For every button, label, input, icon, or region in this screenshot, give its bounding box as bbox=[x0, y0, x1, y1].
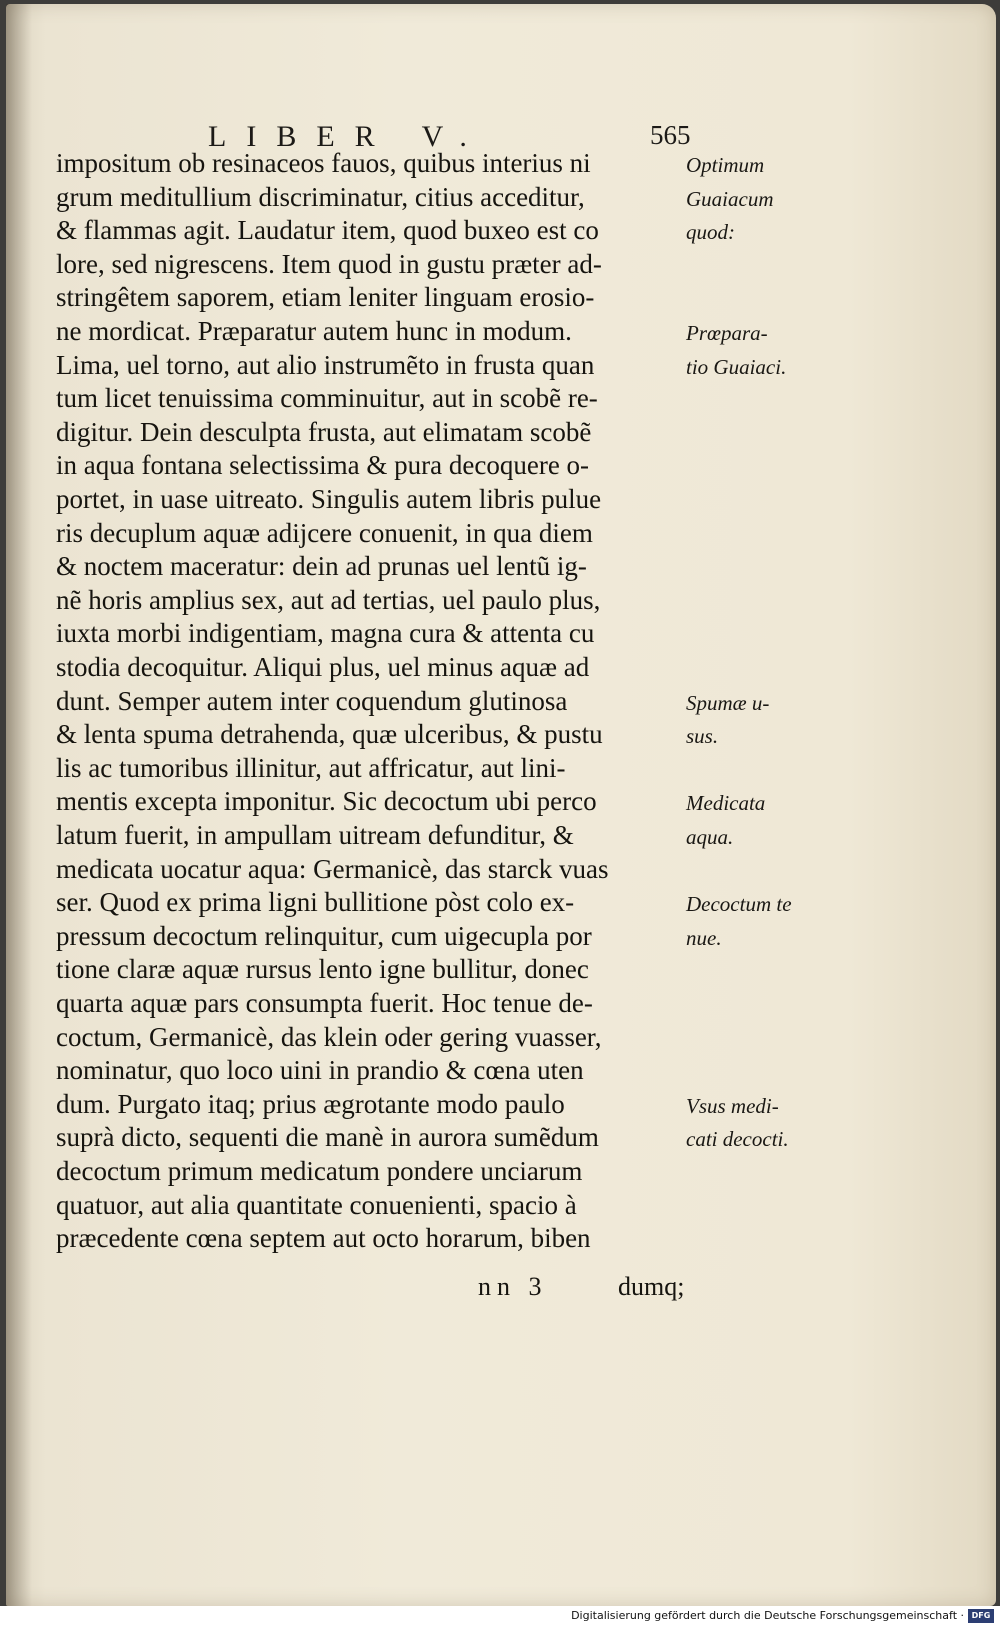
digitization-footer bbox=[0, 1606, 1000, 1627]
margin-note: quod: bbox=[686, 220, 735, 245]
text-line: grum meditullium discriminatur, citius acceditur, bbox=[56, 181, 585, 212]
text-line: quarta aquæ pars consumpta fuerit. Hoc tenue de- bbox=[56, 988, 593, 1018]
margin-note: cati decocti. bbox=[686, 1127, 789, 1152]
text-line: dum. Purgato itaq; prius ægrotante modo paulo bbox=[56, 1088, 565, 1119]
margin-note: Decoctum te bbox=[686, 892, 792, 917]
text-line: & lenta spuma detrahenda, quæ ulceribus, & pustu bbox=[56, 719, 603, 750]
text-line: ser. Quod ex prima ligni bullitione pòst colo ex- bbox=[56, 887, 575, 918]
text-line: Lima, uel torno, aut alio instrumẽto in frusta quan bbox=[56, 349, 595, 380]
text-line: coctum, Germanicè, das klein oder gering vuasser, bbox=[56, 1021, 602, 1052]
text-line: impositum ob resinaceos fauos, quibus interius ni bbox=[56, 148, 591, 178]
text-line: nẽ horis amplius sex, aut ad tertias, uel paulo plus, bbox=[56, 584, 601, 615]
text-line: ris decuplum aquæ adijcere conuenit, in qua diem bbox=[56, 517, 593, 548]
text-line: quatuor, aut alia quantitate conuenienti, spacio à bbox=[56, 1189, 577, 1220]
text-line: mentis excepta imponitur. Sic decoctum ubi perco bbox=[56, 786, 597, 817]
text-line: suprà dicto, sequenti die manè in aurora sumẽdum bbox=[56, 1122, 599, 1153]
text-line: stringêtem saporem, etiam leniter linguam erosio- bbox=[56, 282, 595, 313]
margin-note: Optimum bbox=[686, 153, 765, 177]
text-line: præcedente cœna septem aut octo horarum, biben bbox=[56, 1223, 591, 1254]
catchword: dumq; bbox=[618, 1272, 685, 1301]
signature-mark: nn 3 bbox=[478, 1272, 548, 1301]
text-line: latum fuerit, in ampullam uitream defunditur, & bbox=[56, 820, 574, 850]
text-line: lis ac tumoribus illinitur, aut affricatur, aut lini- bbox=[56, 752, 566, 783]
margin-note: Medicata bbox=[686, 791, 766, 816]
text-line: portet, in uase uitreato. Singulis autem libris pulue bbox=[56, 484, 602, 514]
text-line: & noctem maceratur: dein ad prunas uel lentũ ig- bbox=[56, 551, 587, 582]
margin-note: Spumæ u- bbox=[686, 690, 770, 715]
body-text bbox=[6, 4, 996, 1606]
text-line: tum licet tenuissima comminuitur, aut in scobẽ re- bbox=[56, 383, 598, 414]
text-line: medicata uocatur aqua: Germanicè, das starck vuas bbox=[56, 853, 609, 884]
margin-note: Guaiacum bbox=[686, 186, 774, 211]
catchword-row bbox=[6, 1272, 996, 1312]
text-line: ne mordicat. Præparatur autem hunc in modum. bbox=[56, 316, 572, 346]
book-page bbox=[6, 4, 996, 1606]
margin-note: sus. bbox=[686, 724, 719, 749]
page-number: 565 bbox=[650, 120, 691, 150]
margin-note: Vsus medi- bbox=[686, 1093, 779, 1118]
text-line: dunt. Semper autem inter coquendum glutinosa bbox=[56, 685, 568, 716]
margin-note: Prœpara- bbox=[686, 321, 768, 345]
text-line: nominatur, quo loco uini in prandio & cœna uten bbox=[56, 1055, 584, 1086]
text-line: lore, sed nigrescens. Item quod in gustu præter ad- bbox=[56, 248, 602, 279]
text-line: iuxta morbi indigentiam, magna cura & attenta cu bbox=[56, 618, 595, 649]
text-line: in aqua fontana selectissima & pura decoquere o- bbox=[56, 450, 590, 481]
text-line: & flammas agit. Laudatur item, quod buxeo est co bbox=[56, 215, 599, 246]
running-head: LIBER V. bbox=[208, 120, 487, 153]
margin-note: aqua. bbox=[686, 825, 734, 849]
text-line: digitur. Dein desculpta frusta, aut elimatam scobẽ bbox=[56, 416, 592, 447]
text-line: pressum decoctum relinquitur, cum uigecupla por bbox=[56, 920, 592, 951]
dfg-logo: DFG bbox=[968, 1609, 994, 1623]
margin-note: nue. bbox=[686, 925, 722, 950]
text-line: stodia decoquitur. Aliqui plus, uel minus aquæ ad bbox=[56, 652, 590, 682]
margin-note: tio Guaiaci. bbox=[686, 354, 787, 379]
text-line: decoctum primum medicatum pondere unciarum bbox=[56, 1156, 583, 1186]
text-line: tione claræ aquæ rursus lento igne bullitur, donec bbox=[56, 954, 589, 985]
funding-credit: Digitalisierung gefördert durch die Deutsche Forschungsgemeinschaft · bbox=[571, 1609, 964, 1622]
